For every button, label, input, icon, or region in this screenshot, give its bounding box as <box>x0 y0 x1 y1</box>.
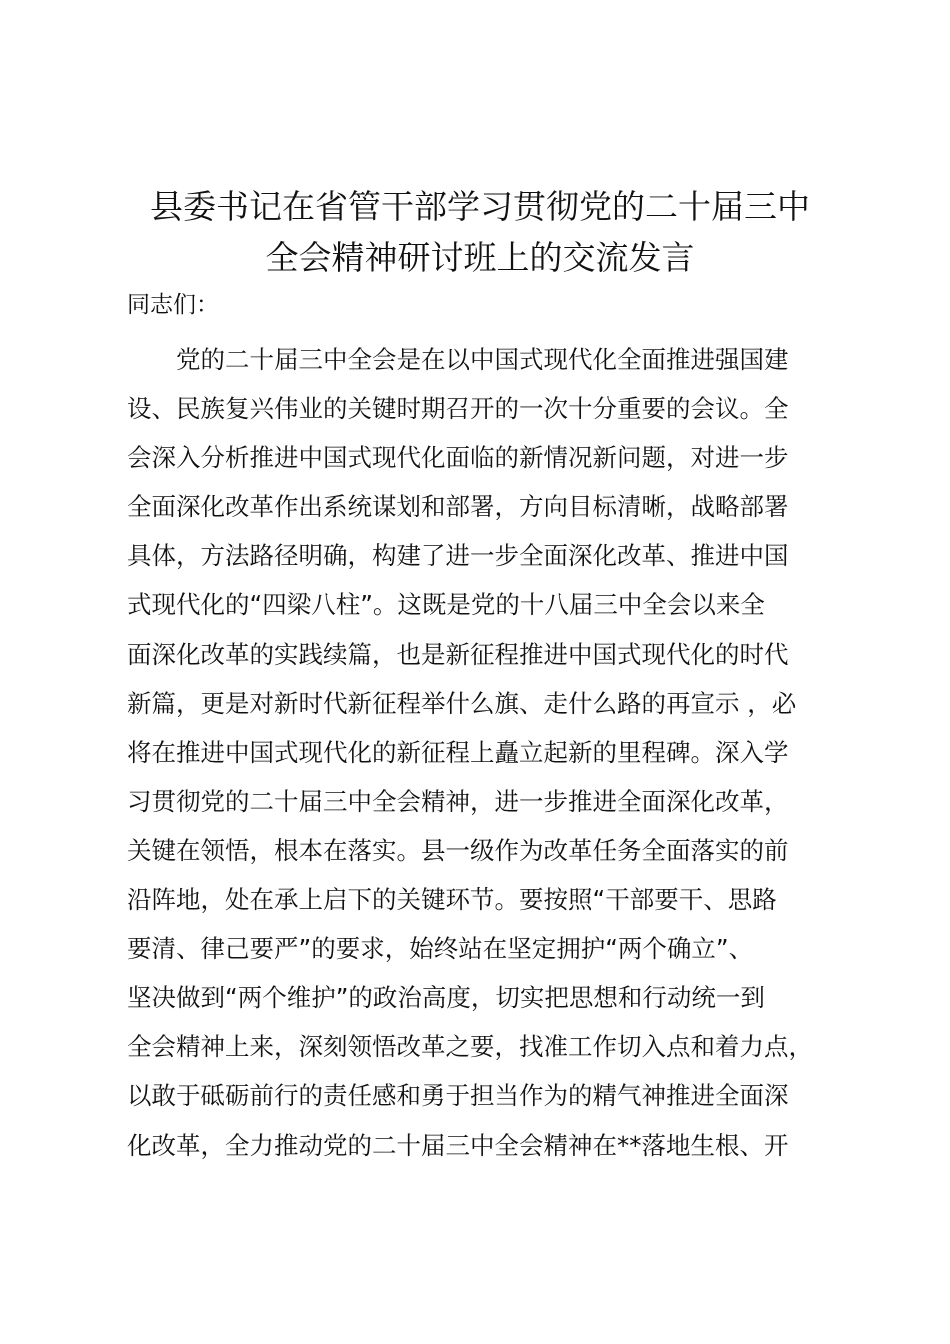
salutation: 同志们： <box>127 292 219 318</box>
body-line: 将在推进中国式现代化的新征程上矗立起新的里程碑。深入学 <box>127 737 789 767</box>
body-line: 新篇，更是对新时代新征程举什么旗、走什么路的再宣示 ，必 <box>127 688 797 718</box>
body-line: 设、民族复兴伟业的关键时期召开的一次十分重要的会议。全 <box>127 394 789 424</box>
body-paragraph <box>127 335 857 1170</box>
body-line: 习贯彻党的二十届三中全会精神，进一步推进全面深化改革， <box>127 786 789 816</box>
document-title <box>120 181 840 283</box>
body-line: 具体，方法路径明确，构建了进一步全面深化改革、推进中国 <box>127 541 789 571</box>
body-line: 关键在领悟，根本在落实。县一级作为改革任务全面落实的前 <box>127 835 789 865</box>
body-line: 式现代化的“四梁八柱”。这既是党的十八届三中全会以来全 <box>127 590 765 620</box>
body-line: 全会精神上来，深刻领悟改革之要，找准工作切入点和着力点， <box>127 1032 813 1062</box>
body-line: 全面深化改革作出系统谋划和部署，方向目标清晰，战略部署 <box>127 492 789 522</box>
body-line: 会深入分析推进中国式现代化面临的新情况新问题，对进一步 <box>127 443 789 473</box>
body-line: 党的二十届三中全会是在以中国式现代化全面推进强国建 <box>176 345 789 374</box>
body-line: 沿阵地，处在承上启下的关键环节。要按照“干部要干、思路 <box>127 885 777 915</box>
body-line: 坚决做到“两个维护”的政治高度，切实把思想和行动统一到 <box>127 983 765 1013</box>
body-line: 以敢于砥砺前行的责任感和勇于担当作为的精气神推进全面深 <box>127 1081 789 1111</box>
body-line: 要清、律己要严”的要求，始终站在坚定拥护“两个确立”、 <box>127 934 754 964</box>
title-line-1: 县委书记在省管干部学习贯彻党的二十届三中 <box>150 187 810 226</box>
title-line-2: 全会精神研讨班上的交流发言 <box>265 238 695 277</box>
body-line: 化改革，全力推动党的二十届三中全会精神在**落地生根、开 <box>127 1130 789 1160</box>
body-line: 面深化改革的实践续篇，也是新征程推进中国式现代化的时代 <box>127 639 789 669</box>
